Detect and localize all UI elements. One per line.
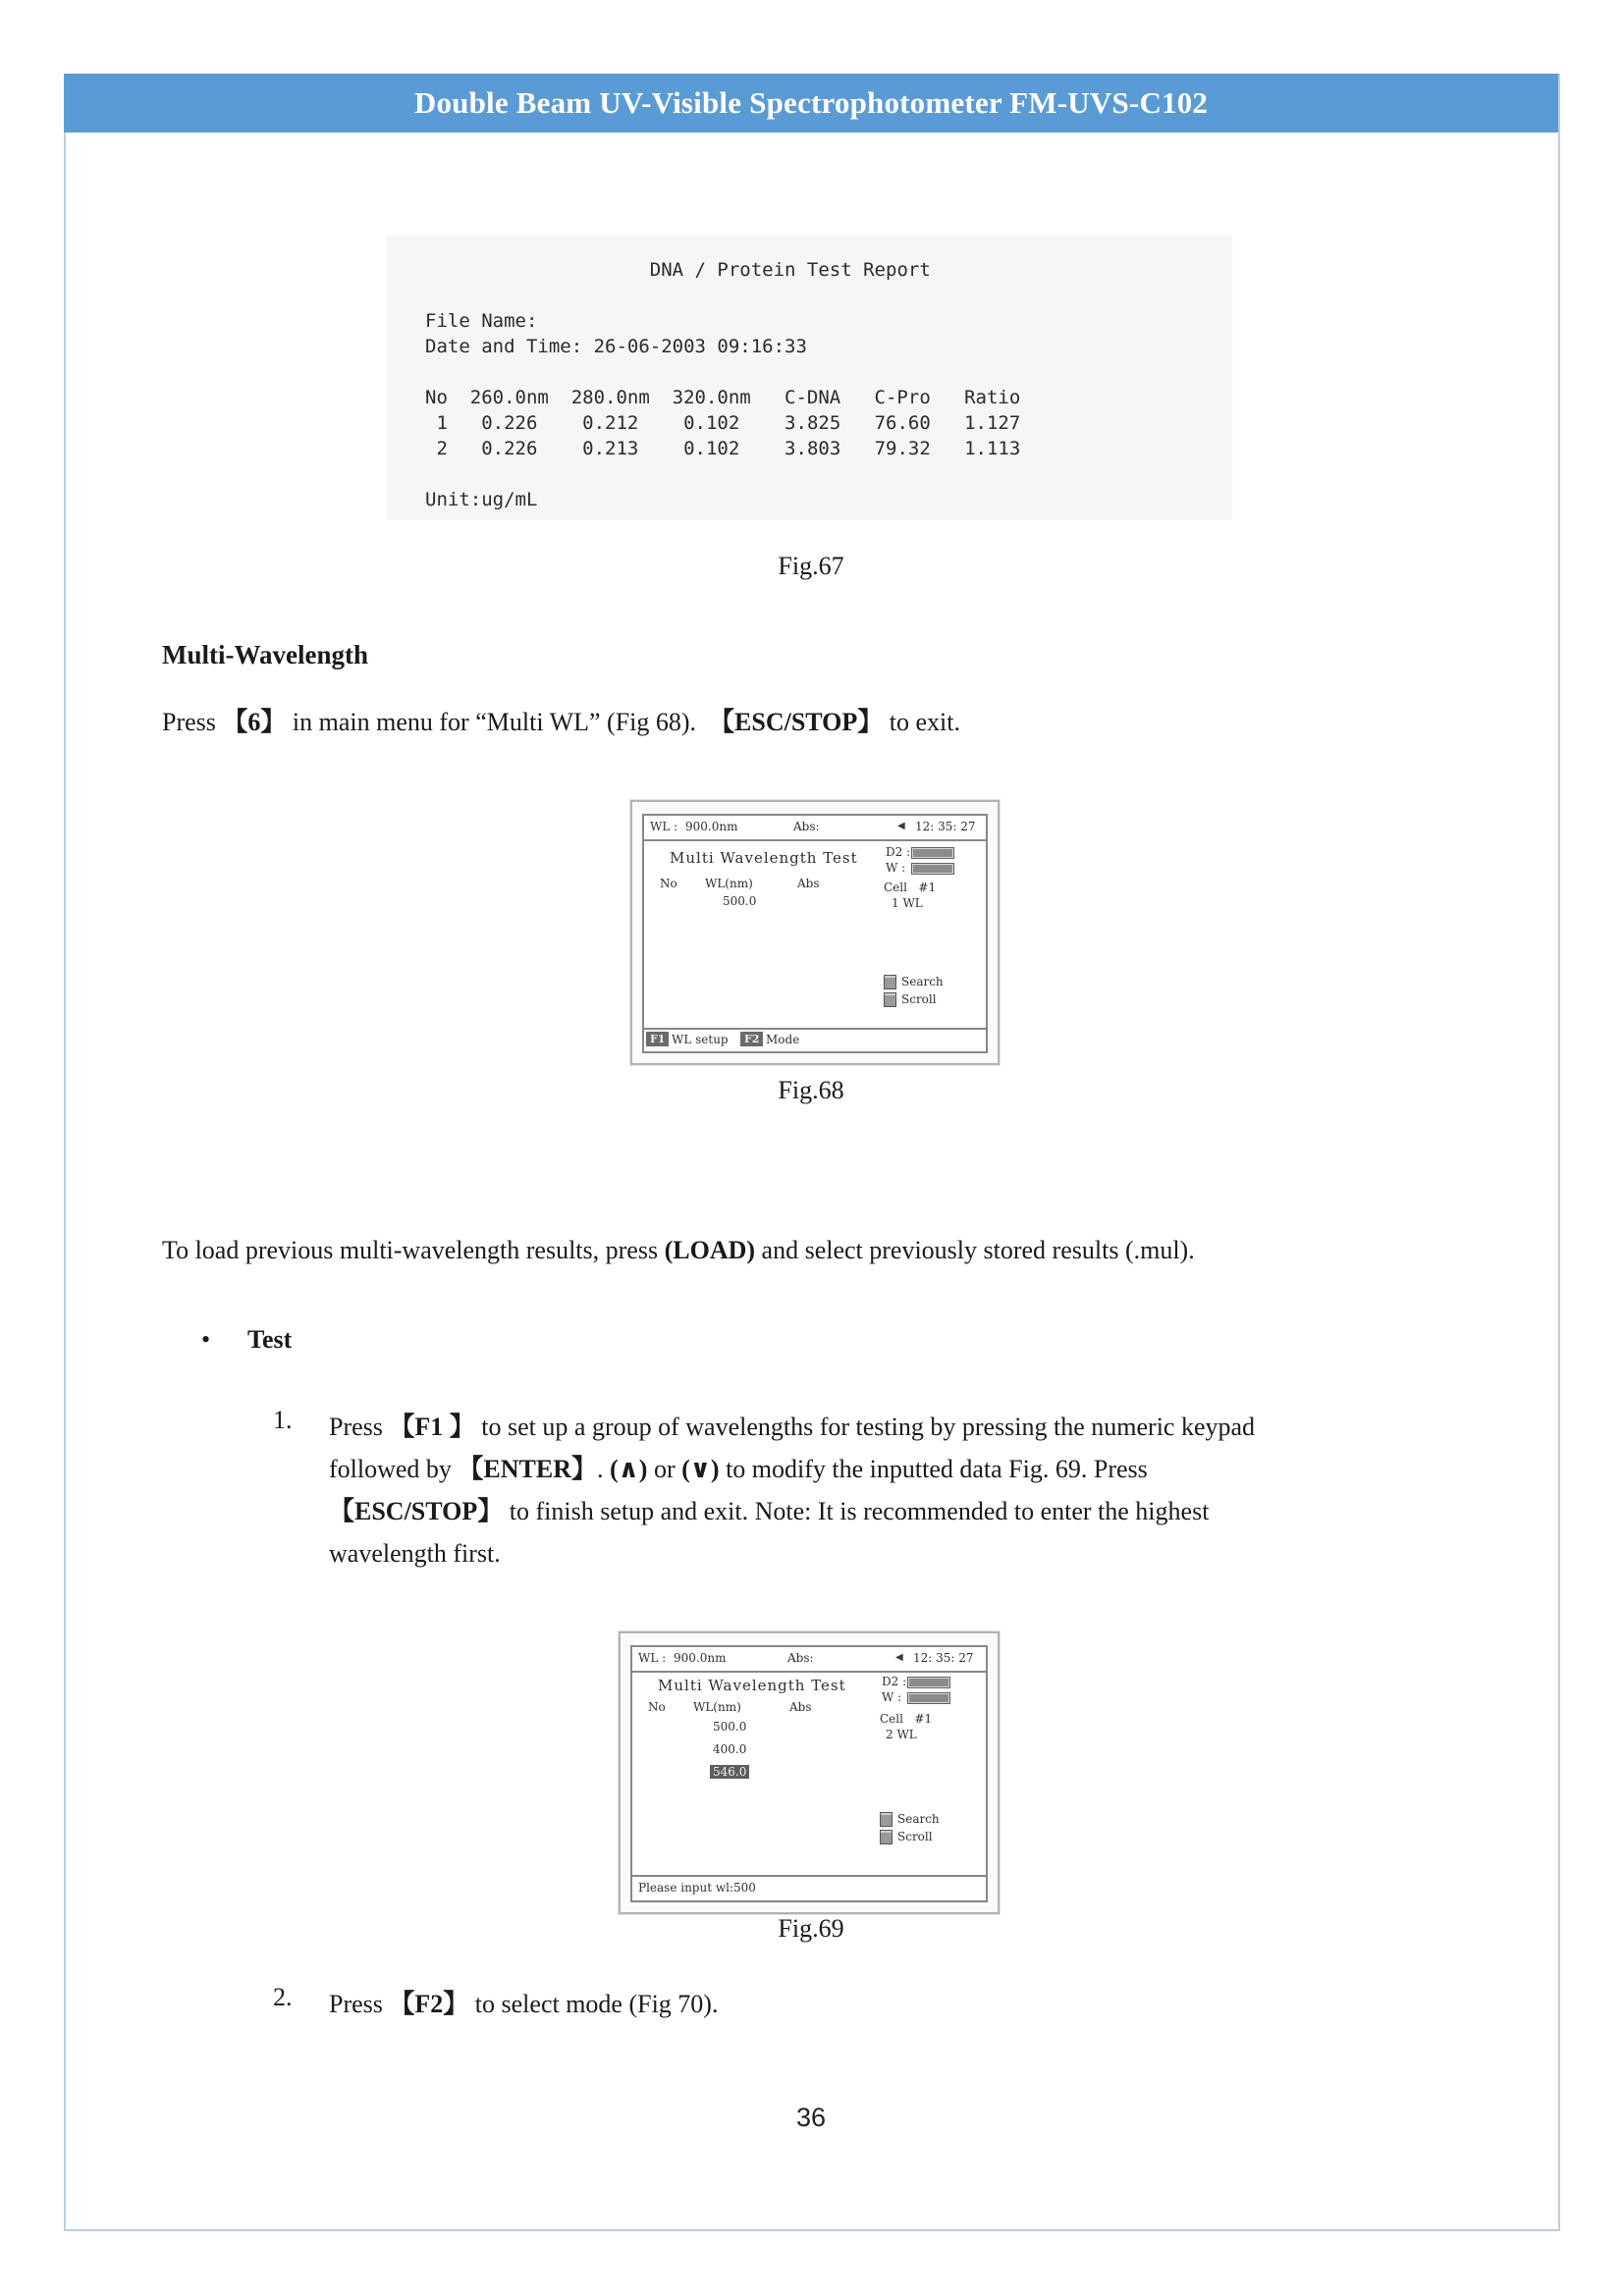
step2-text bbox=[329, 1983, 1273, 2025]
report-text: DNA / Protein Test Report File Name: Date and Time: 26-06-2003 09:16:33 No 260.0nm 280.0nm 320.0nm C-DNA C-Pro Ratio 1 0.226 0.212 0.102 3.825 76.60 1.127 2 0.226 0.213 0.102 3.803 79.32 1.113 Unit:ug/mL bbox=[425, 259, 1021, 510]
abs-label: Abs: bbox=[787, 1651, 814, 1665]
scroll-hint: Scroll bbox=[901, 992, 937, 1006]
para-text: To load previous multi-wavelength results, press bbox=[162, 1236, 665, 1264]
input-prompt: Please input wl:500 bbox=[638, 1881, 756, 1895]
fig68-function-bar bbox=[644, 1028, 986, 1051]
cell-label: Cell #1 bbox=[880, 1712, 933, 1726]
fig68-caption: Fig.68 bbox=[778, 1076, 844, 1104]
wavelength-row: 400.0 bbox=[713, 1742, 747, 1756]
step1-text bbox=[329, 1406, 1273, 1575]
para-text: and select previously stored results (.mul). bbox=[755, 1236, 1195, 1264]
f1-label: WL setup bbox=[672, 1033, 729, 1046]
col-wl: WL(nm) bbox=[705, 877, 753, 890]
key-enter: 【ENTER】 bbox=[458, 1455, 598, 1483]
search-hint: Search bbox=[901, 975, 944, 988]
col-no: No bbox=[648, 1700, 666, 1714]
f2-label: Mode bbox=[766, 1033, 800, 1046]
key-f2: 【F2】 bbox=[389, 1990, 469, 2018]
f2-key-chip: F2 bbox=[740, 1032, 763, 1046]
key-down-arrow: (∨) bbox=[681, 1455, 720, 1483]
w-lamp-label: W : bbox=[882, 1690, 902, 1704]
scroll-hint: Scroll bbox=[897, 1830, 933, 1843]
wl-label: WL : bbox=[650, 820, 678, 833]
wl-label: WL : bbox=[638, 1651, 667, 1665]
wl-value: 900.0nm bbox=[685, 820, 738, 833]
intro-text: to exit. bbox=[883, 708, 961, 736]
intro-line bbox=[162, 702, 960, 738]
fig69-lcd-screen bbox=[630, 1645, 988, 1902]
step1-seg: or bbox=[647, 1455, 682, 1483]
fig69-prompt-bar bbox=[632, 1875, 986, 1900]
wavelength-row: 500.0 bbox=[713, 1720, 747, 1734]
abs-label: Abs: bbox=[793, 820, 820, 833]
clock-time: 12: 35: 27 bbox=[915, 820, 976, 833]
key-6: 【6】 bbox=[222, 708, 287, 736]
fig68-status-bar bbox=[644, 816, 986, 841]
fig67-caption: Fig.67 bbox=[778, 552, 844, 580]
d2-level-bar bbox=[911, 847, 954, 859]
search-hint: Search bbox=[897, 1812, 940, 1826]
document-header-bar bbox=[64, 74, 1558, 133]
wavelength-row-selected: 546.0 bbox=[710, 1765, 749, 1779]
lcd-title: Multi Wavelength Test bbox=[670, 849, 858, 867]
section-heading: Multi-Wavelength bbox=[162, 640, 368, 669]
step1-seg: to modify the inputted data Fig. 69. Press bbox=[719, 1455, 1155, 1483]
col-abs: Abs bbox=[789, 1700, 812, 1714]
document-title: Double Beam UV-Visible Spectrophotometer FM-UVS-C102 bbox=[413, 85, 1209, 120]
speaker-icon: ◀ bbox=[895, 1652, 903, 1663]
w-level-bar bbox=[911, 863, 954, 875]
key-load: (LOAD) bbox=[664, 1236, 756, 1264]
step1-number: 1. bbox=[273, 1406, 293, 1434]
fig69-caption: Fig.69 bbox=[778, 1914, 844, 1943]
w-level-bar bbox=[907, 1692, 950, 1704]
step1-seg: to finish setup and exit. Note: It is recommended to enter the highest wavelength first. bbox=[329, 1497, 1216, 1568]
clock-time: 12: 35: 27 bbox=[913, 1651, 974, 1665]
scroll-key-icon bbox=[880, 1830, 893, 1844]
col-abs: Abs bbox=[797, 877, 820, 890]
w-lamp-label: W : bbox=[886, 861, 906, 875]
key-esc-stop: 【ESC/STOP】 bbox=[709, 708, 884, 736]
dna-protein-report-image bbox=[386, 236, 1232, 520]
d2-lamp-label: D2 : bbox=[886, 845, 911, 859]
step1-seg: . bbox=[597, 1455, 611, 1483]
col-wl: WL(nm) bbox=[693, 1700, 741, 1714]
lcd-title: Multi Wavelength Test bbox=[658, 1677, 846, 1694]
wavelength-row: 500.0 bbox=[723, 894, 757, 908]
scroll-key-icon bbox=[884, 992, 896, 1007]
load-paragraph bbox=[162, 1229, 1296, 1271]
step2-number: 2. bbox=[273, 1983, 293, 2011]
wl-count-label: 2 WL bbox=[886, 1728, 917, 1741]
fig68-lcd-screenshot bbox=[630, 800, 1000, 1065]
col-no: No bbox=[660, 877, 677, 890]
test-bullet-label: Test bbox=[247, 1325, 293, 1354]
intro-text: Press bbox=[162, 708, 223, 736]
d2-lamp-label: D2 : bbox=[882, 1675, 907, 1688]
intro-text: in main menu for “Multi WL” (Fig 68). bbox=[286, 708, 710, 736]
key-up-arrow: (∧) bbox=[610, 1455, 648, 1483]
search-key-icon bbox=[880, 1812, 893, 1827]
page-number: 36 bbox=[795, 2103, 827, 2132]
step2-seg: to select mode (Fig 70). bbox=[468, 1990, 719, 2018]
speaker-icon: ◀ bbox=[897, 821, 905, 831]
step1-seg: Press bbox=[329, 1413, 390, 1441]
fig69-lcd-screenshot bbox=[619, 1631, 1000, 1914]
cell-label: Cell #1 bbox=[884, 881, 937, 894]
key-f1: 【F1 】 bbox=[389, 1413, 475, 1441]
d2-level-bar bbox=[907, 1677, 950, 1688]
fig69-status-bar bbox=[632, 1647, 986, 1673]
wl-value: 900.0nm bbox=[674, 1651, 727, 1665]
wl-count-label: 1 WL bbox=[892, 896, 923, 910]
f1-key-chip: F1 bbox=[646, 1032, 669, 1046]
search-key-icon bbox=[884, 975, 896, 989]
step1-seg: to set up a group of wavelengths for testing by pressing the numeric keypad followed by bbox=[329, 1413, 1262, 1483]
key-esc-stop: 【ESC/STOP】 bbox=[329, 1497, 504, 1525]
bullet-icon: • bbox=[201, 1325, 211, 1354]
step2-seg: Press bbox=[329, 1990, 390, 2018]
fig68-lcd-screen bbox=[642, 814, 988, 1053]
